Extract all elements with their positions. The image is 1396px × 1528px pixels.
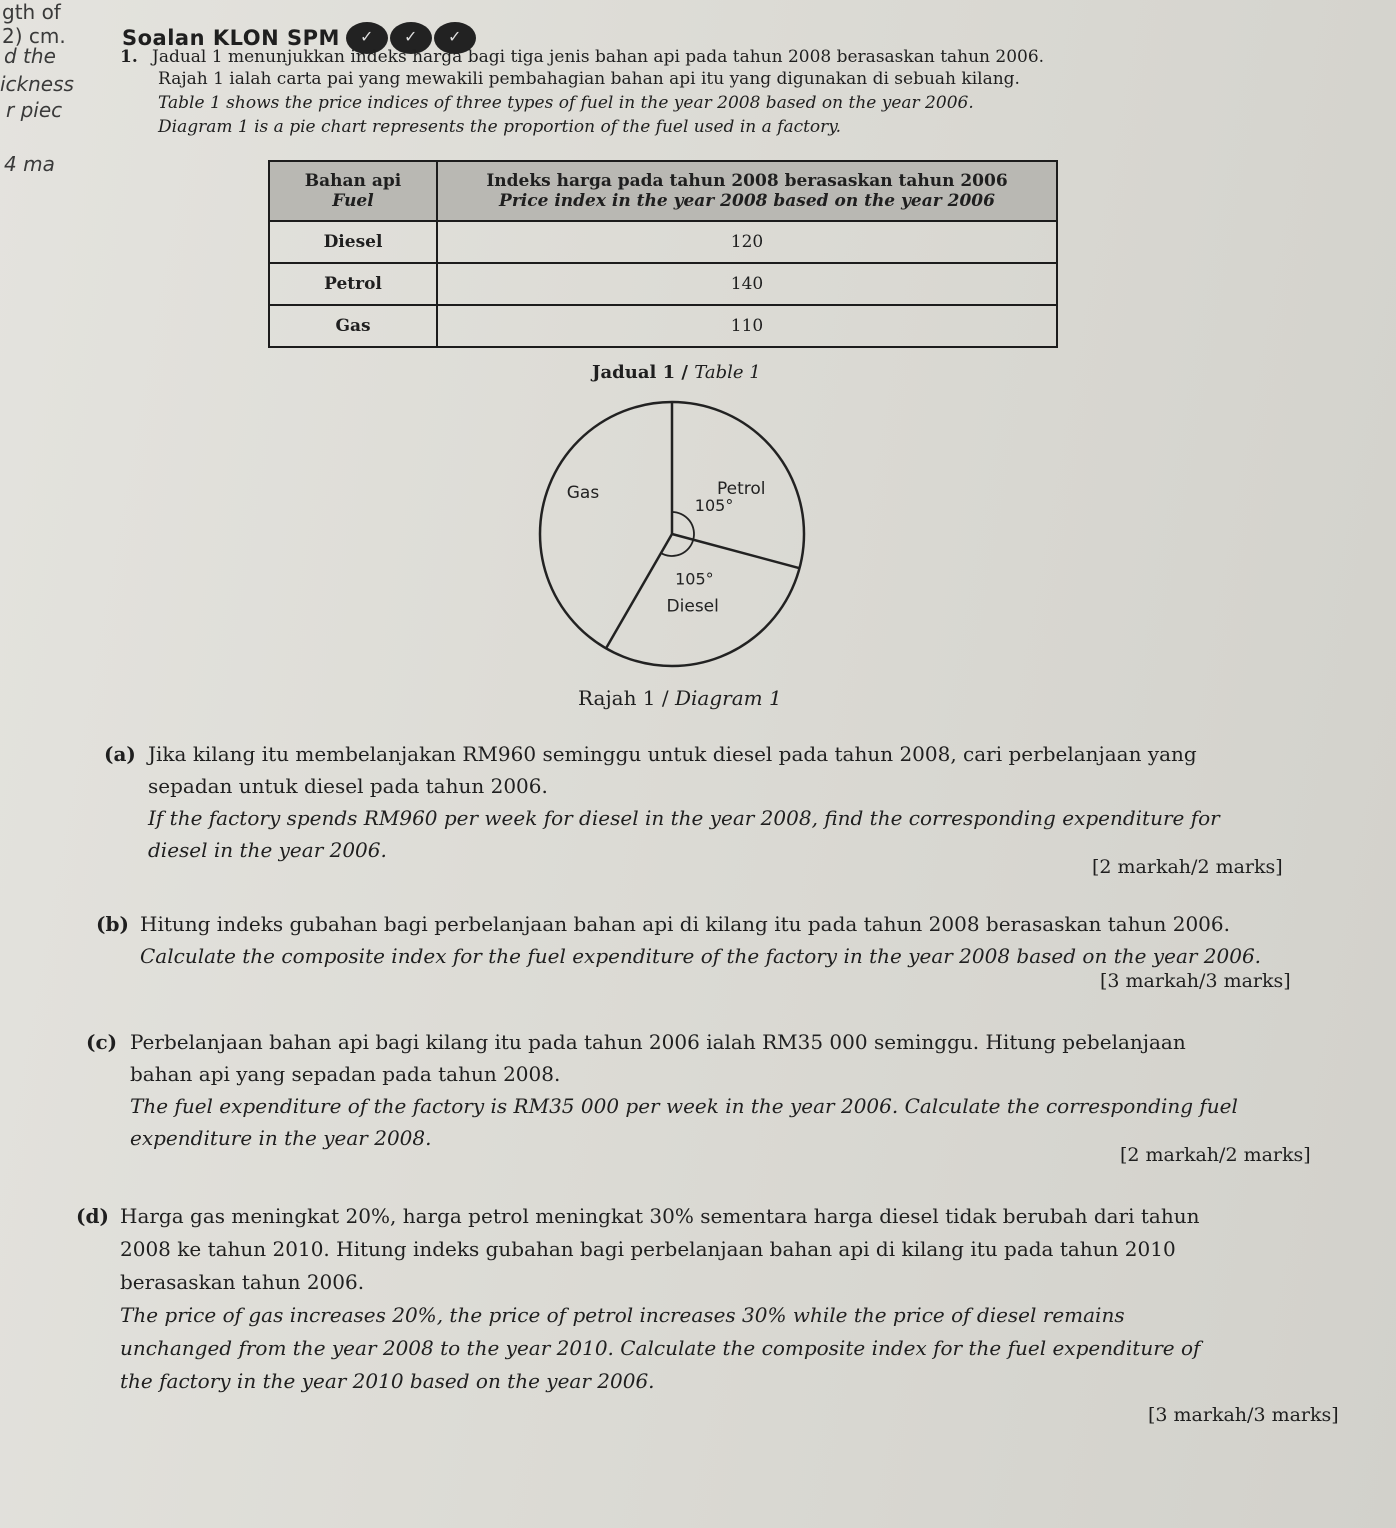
page-title: Soalan KLON SPM (122, 26, 340, 50)
angle-arc (661, 540, 693, 556)
margin-fragment: ickness (0, 72, 74, 96)
intro-text-ms: Jadual 1 menunjukkan indeks harga bagi tiga jenis bahan api pada tahun 2008 berasaskan tahun 2006. (152, 47, 1045, 67)
marks-label: [3 markah/3 marks] (1148, 1404, 1339, 1426)
table-header-row (269, 161, 1057, 221)
intro-text-ms: Rajah 1 ialah carta pai yang mewakili pembahagian bahan api itu yang digunakan di sebuah kilang. (158, 69, 1020, 89)
table-caption: Jadual 1 / Table 1 (592, 362, 761, 383)
part-d-text-ms: berasaskan tahun 2006. (120, 1270, 365, 1294)
part-a-text-ms: sepadan untuk diesel pada tahun 2006. (148, 774, 548, 798)
table-header-fuel: Bahan api Fuel (269, 161, 437, 221)
part-a-text-en: If the factory spends RM960 per week for diesel in the year 2008, find the corresponding expenditure for (148, 806, 1220, 830)
table-row (269, 305, 1057, 347)
part-label: (c) (86, 1030, 118, 1054)
part-a-text-en: diesel in the year 2006. (148, 838, 387, 862)
fuel-pie-chart (530, 400, 830, 680)
part-d-text-ms: 2008 ke tahun 2010. Hitung indeks gubahan bagi perbelanjaan bahan api di kilang itu pada tahun 2010 (120, 1237, 1176, 1261)
table-cell-fuel: Gas (269, 305, 437, 347)
table-row (269, 263, 1057, 305)
marks-label: [2 markah/2 marks] (1120, 1144, 1311, 1166)
price-index-table (268, 160, 1058, 348)
pie-slice-label: Petrol (717, 479, 766, 499)
question-number: 1. (120, 47, 138, 67)
part-label: (a) (104, 742, 136, 766)
table-row (269, 221, 1057, 263)
part-d-text-en: The price of gas increases 20%, the price of petrol increases 30% while the price of diesel remains (120, 1303, 1125, 1327)
part-d-text-en: the factory in the year 2010 based on the year 2006. (120, 1369, 655, 1393)
part-c-text-ms: bahan api yang sepadan pada tahun 2008. (130, 1062, 561, 1086)
pie-slice-boundary-gas (606, 534, 672, 648)
pie-angle-label: 105° (694, 495, 734, 515)
table-cell-index: 140 (437, 263, 1057, 305)
part-a-text-ms: Jika kilang itu membelanjakan RM960 seminggu untuk diesel pada tahun 2008, cari perbelanjaan yang (148, 742, 1197, 766)
pie-slice-boundary-diesel (672, 534, 800, 568)
intro-text-en: Diagram 1 is a pie chart represents the proportion of the fuel used in a factory. (158, 117, 842, 137)
table-header-index: Indeks harga pada tahun 2008 berasaskan tahun 2006 Price index in the year 2008 based on the year 2006 (437, 161, 1057, 221)
part-d-text-en: unchanged from the year 2008 to the year 2010. Calculate the composite index for the fuel expenditure of (120, 1336, 1201, 1360)
part-c-text-ms: Perbelanjaan bahan api bagi kilang itu pada tahun 2006 ialah RM35 000 seminggu. Hitung pebelanjaan (130, 1030, 1186, 1054)
table-cell-fuel: Petrol (269, 263, 437, 305)
margin-fragment: gth of (2, 0, 61, 24)
pie-slice-label: Gas (566, 483, 600, 504)
marks-label: [3 markah/3 marks] (1100, 970, 1291, 992)
part-c-text-en: expenditure in the year 2008. (130, 1126, 432, 1150)
pie-angle-label: 105° (675, 569, 714, 589)
table-cell-fuel: Diesel (269, 221, 437, 263)
part-d-text-ms: Harga gas meningkat 20%, harga petrol meningkat 30% sementara harga diesel tidak berubah dari tahun (120, 1204, 1200, 1228)
pie-slice-label: Diesel (666, 596, 719, 617)
table-cell-index: 120 (437, 221, 1057, 263)
margin-fragment: 4 ma (4, 152, 55, 176)
marks-label: [2 markah/2 marks] (1092, 856, 1283, 878)
part-b-text-ms: Hitung indeks gubahan bagi perbelanjaan bahan api di kilang itu pada tahun 2008 berasaskan tahun 2006. (140, 912, 1230, 936)
part-label: (b) (96, 912, 129, 936)
diagram-caption: Rajah 1 / Diagram 1 (578, 686, 782, 710)
intro-text-en: Table 1 shows the price indices of three types of fuel in the year 2008 based on the year 2006. (158, 93, 974, 113)
part-b-text-en: Calculate the composite index for the fuel expenditure of the factory in the year 2008 based on the year 2006. (140, 944, 1262, 968)
margin-fragment: r piec (6, 98, 63, 122)
part-c-text-en: The fuel expenditure of the factory is RM35 000 per week in the year 2006. Calculate the corresponding fuel (130, 1094, 1238, 1118)
margin-fragment: d the (4, 44, 56, 68)
table-cell-index: 110 (437, 305, 1057, 347)
margin-fragment: 2) cm. (2, 24, 66, 48)
part-label: (d) (76, 1204, 109, 1228)
